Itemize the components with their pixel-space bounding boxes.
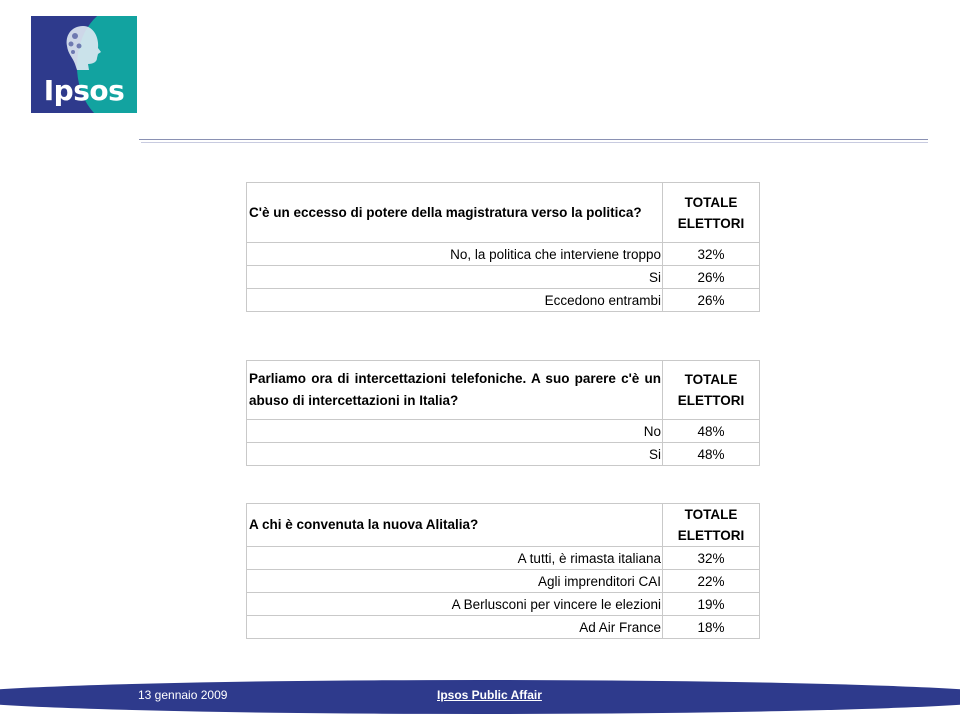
answer-value: 22% [663, 570, 760, 593]
answer-value: 48% [663, 420, 760, 443]
answer-label: No [247, 420, 663, 443]
answer-value: 26% [663, 266, 760, 289]
table-row [247, 266, 760, 289]
column-header: TOTALE ELETTORI [663, 183, 760, 243]
table-row [247, 443, 760, 466]
survey-table-magistratura [246, 182, 760, 312]
answer-value: 18% [663, 616, 760, 639]
header-divider-shadow [141, 142, 928, 143]
question-text: C'è un eccesso di potere della magistratura verso la politica? [247, 183, 663, 243]
question-text: A chi è convenuta la nuova Alitalia? [247, 504, 663, 547]
answer-value: 19% [663, 593, 760, 616]
table-row [247, 593, 760, 616]
answer-label: Agli imprenditori CAI [247, 570, 663, 593]
table-row [247, 547, 760, 570]
header-divider [139, 139, 928, 140]
answer-value: 32% [663, 243, 760, 266]
answer-label: A tutti, è rimasta italiana [247, 547, 663, 570]
column-header: TOTALE ELETTORI [663, 504, 760, 547]
answer-label: Ad Air France [247, 616, 663, 639]
table-row [247, 420, 760, 443]
table-row [247, 570, 760, 593]
head-profile-icon [61, 24, 107, 72]
table-row [247, 616, 760, 639]
answer-label: No, la politica che interviene troppo [247, 243, 663, 266]
answer-label: Si [247, 266, 663, 289]
answer-value: 26% [663, 289, 760, 312]
logo-wordmark: Ipsos [43, 74, 125, 107]
answer-label: Si [247, 443, 663, 466]
footer-brand-link[interactable]: Ipsos Public Affair [437, 688, 542, 702]
survey-table-alitalia [246, 503, 760, 639]
answer-label: Eccedono entrambi [247, 289, 663, 312]
table-row [247, 289, 760, 312]
column-header: TOTALE ELETTORI [663, 361, 760, 420]
ipsos-logo [31, 16, 137, 113]
table-row [247, 243, 760, 266]
answer-value: 32% [663, 547, 760, 570]
answer-value: 48% [663, 443, 760, 466]
answer-label: A Berlusconi per vincere le elezioni [247, 593, 663, 616]
footer-date: 13 gennaio 2009 [138, 688, 228, 702]
question-text: Parliamo ora di intercettazioni telefoniche. A suo parere c'è un abuso di intercettazioni in Italia? [247, 361, 663, 420]
survey-table-intercettazioni [246, 360, 760, 466]
